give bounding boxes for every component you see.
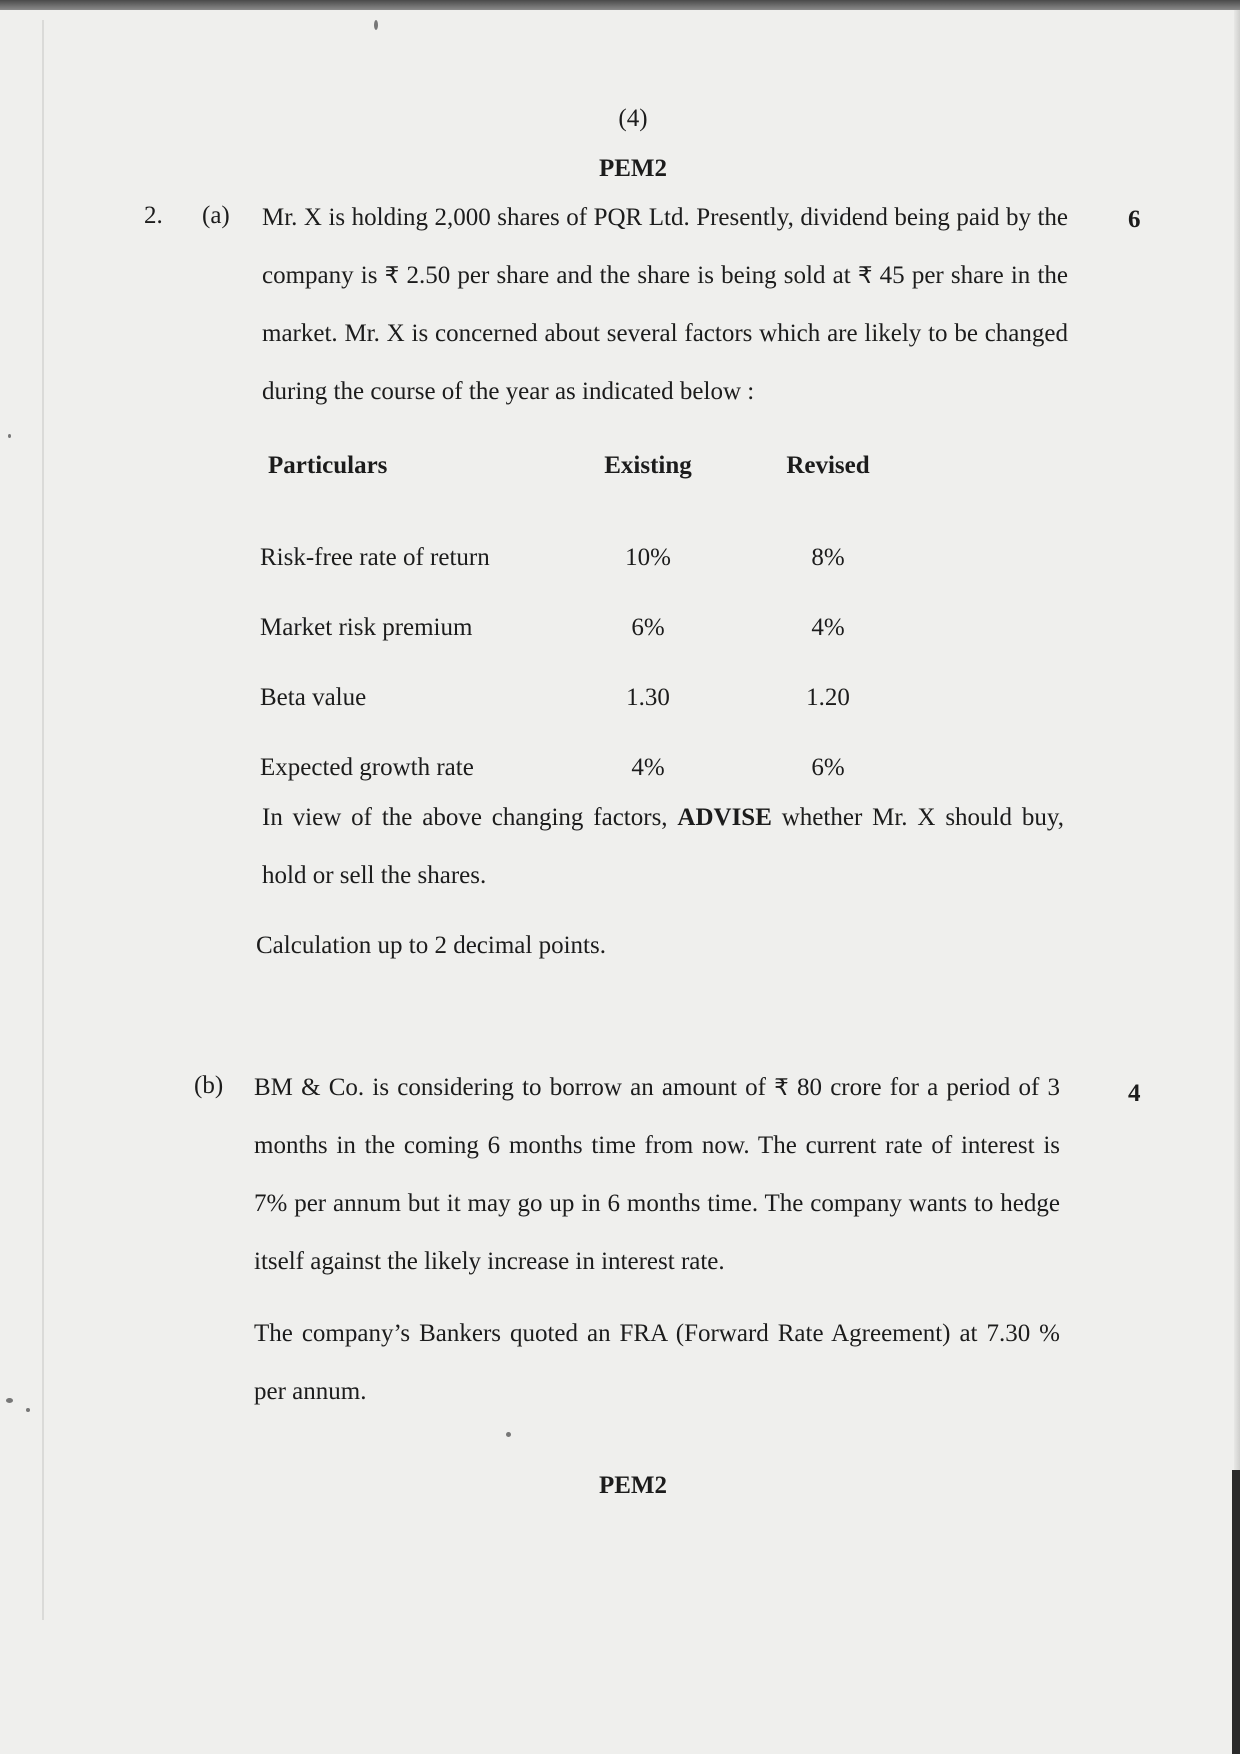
row-particular: Market risk premium [260, 614, 473, 641]
header-particulars: Particulars [268, 452, 388, 479]
part-b-fra-quote: The company’s Bankers quoted an FRA (Forward Rate Agreement) at 7.30 % per annum. [254, 1320, 1060, 1405]
row-existing: 10% [625, 544, 671, 571]
row-revised: 6% [811, 754, 845, 781]
advise-keyword: ADVISE [677, 804, 772, 831]
part-a-marks: 6 [1128, 206, 1141, 233]
part-a-label: (a) [202, 202, 230, 229]
header-revised: Revised [786, 452, 870, 479]
scan-shadow-right [1232, 1470, 1240, 1754]
scan-edge-top [0, 0, 1240, 10]
scan-speck [8, 434, 11, 438]
paper-code-footer: PEM2 [598, 1472, 668, 1499]
header-existing: Existing [604, 452, 692, 479]
scan-speck [6, 1398, 13, 1403]
table-header-row [258, 444, 898, 536]
row-existing: 1.30 [626, 684, 670, 711]
part-b-question-text: BM & Co. is considering to borrow an amount of ₹ 80 crore for a period of 3 months in the coming 6 months time from now. The current rate of interest is 7% per annum but it may go up in 6 months time. The company wants to hedge itself against the likely increase in interest rate. [254, 1074, 1060, 1275]
paper-code-header: PEM2 [598, 155, 668, 182]
question-number: 2. [144, 202, 163, 229]
row-particular: Beta value [260, 684, 367, 711]
table-row [258, 676, 898, 746]
rupee-icon: ₹ [774, 1075, 789, 1101]
part-a-calculation-note: Calculation up to 2 decimal points. [256, 932, 606, 959]
part-b-marks: 4 [1128, 1080, 1141, 1107]
scan-speck [374, 20, 378, 30]
row-particular: Risk-free rate of return [260, 544, 490, 571]
part-a-question-text: Mr. X is holding 2,000 shares of PQR Ltd. Presently, dividend being paid by the company is ₹ 2.50 per share and the share is being sold at ₹ 45 per share in the market. Mr. X is concerned about several factors which are likely to be changed during the course of the year as indicated below : [262, 204, 1068, 405]
row-revised: 4% [811, 614, 845, 641]
rupee-icon: ₹ [857, 263, 873, 289]
row-revised: 1.20 [806, 684, 850, 711]
part-a-advise-text: In view of the above changing factors, ADVISE whether Mr. X should buy, hold or sell the shares. [262, 804, 1064, 889]
factors-table [258, 444, 898, 816]
rupee-icon: ₹ [384, 263, 400, 289]
scan-edge-left [42, 20, 44, 1620]
row-existing: 6% [631, 614, 665, 641]
row-existing: 4% [631, 754, 665, 781]
scan-speck [506, 1432, 511, 1437]
table-row [258, 606, 898, 676]
row-particular: Expected growth rate [260, 754, 474, 781]
part-b-label: (b) [194, 1072, 224, 1099]
row-revised: 8% [811, 544, 845, 571]
scan-edge-right [1234, 10, 1240, 1470]
scan-speck [26, 1408, 30, 1412]
table-row [258, 536, 898, 606]
page-number: (4) [618, 105, 648, 132]
